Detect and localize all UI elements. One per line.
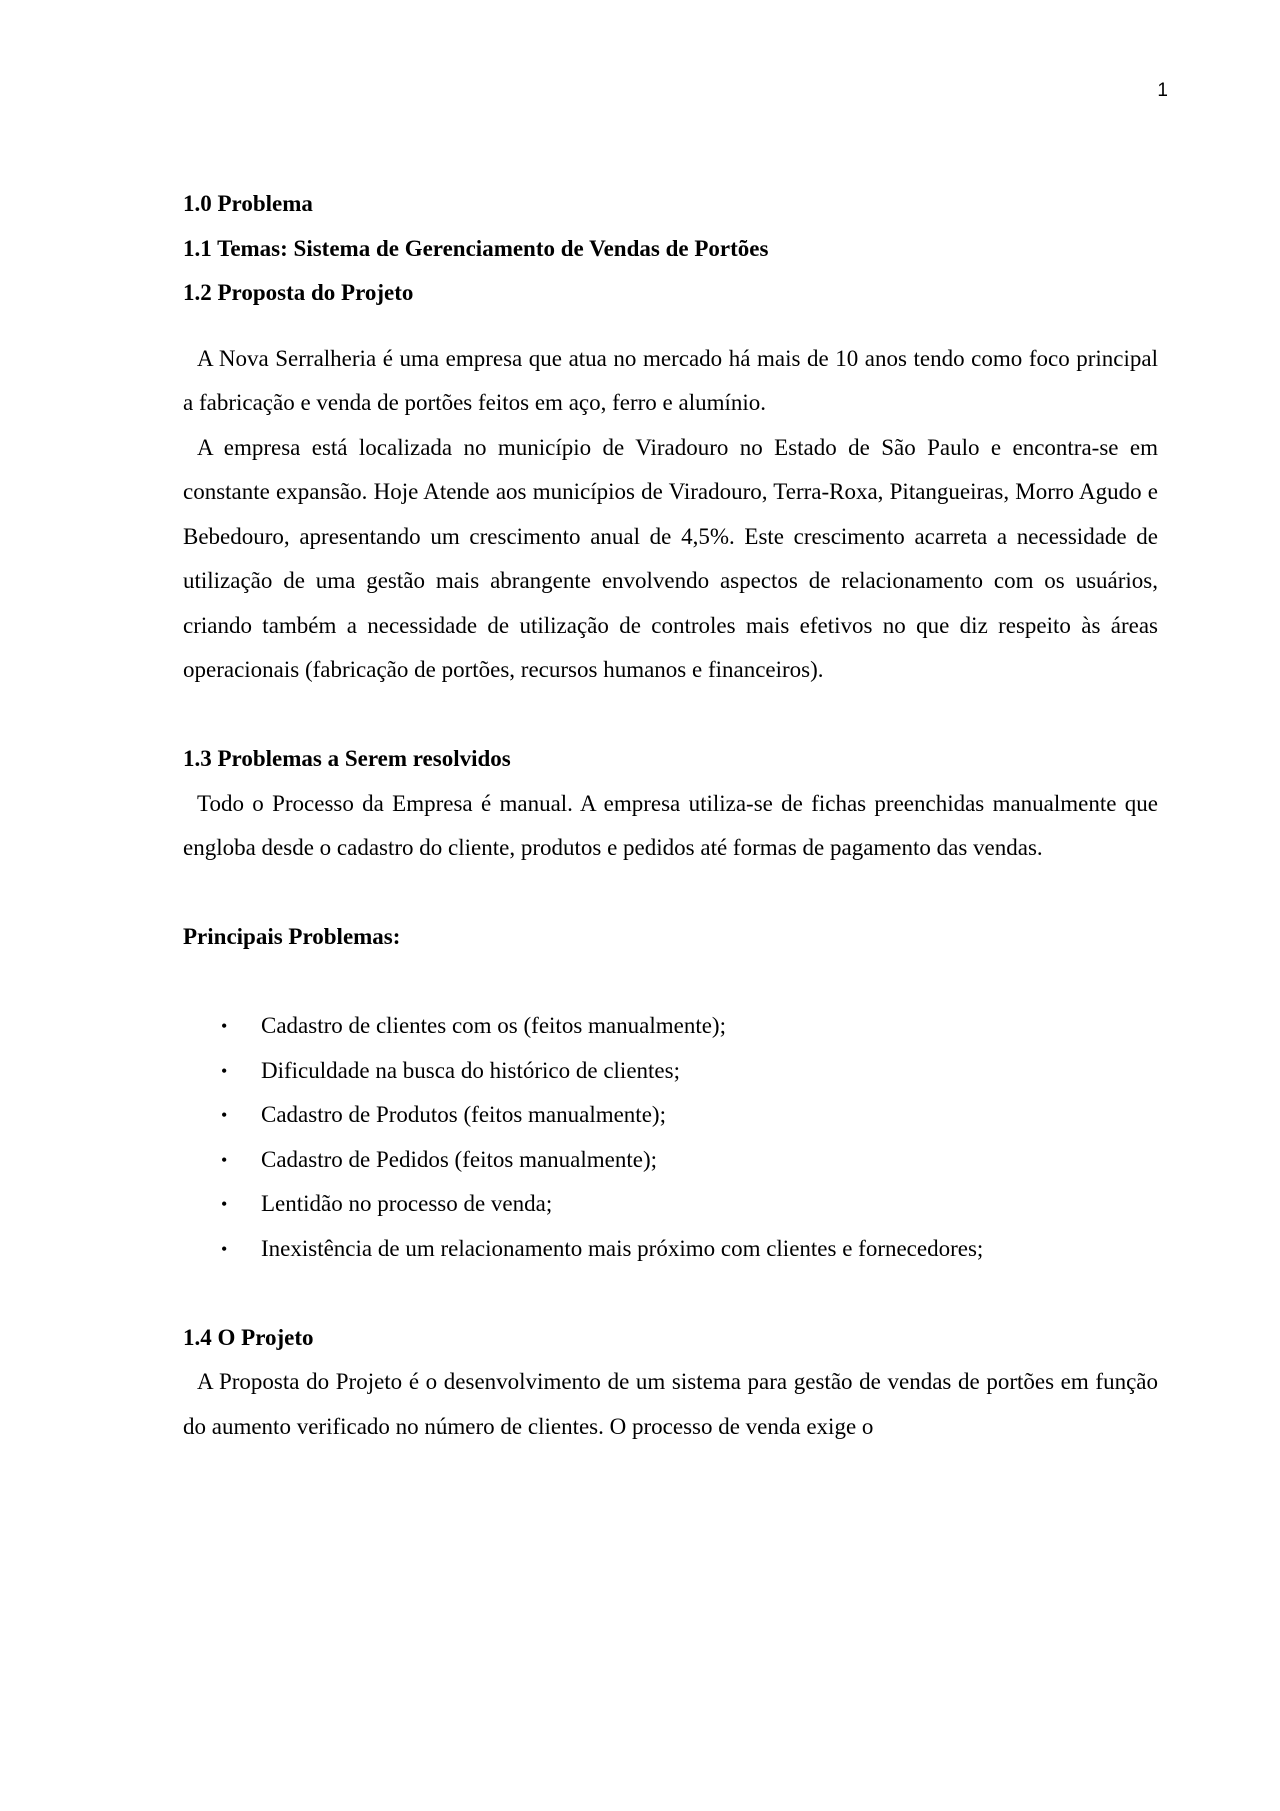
spacer xyxy=(183,693,1158,738)
bullet-icon: • xyxy=(221,1060,228,1081)
bullet-icon: • xyxy=(221,1194,228,1214)
list-item xyxy=(183,1093,1158,1138)
spacer xyxy=(183,316,1158,337)
list-item-text: Cadastro de Pedidos (feitos manualmente); xyxy=(261,1146,658,1172)
bullet-icon: • xyxy=(221,1105,228,1125)
list-item-text: Lentidão no processo de venda; xyxy=(261,1191,553,1216)
paragraph-intro: A Nova Serralheria é uma empresa que atua no mercado há mais de 10 anos tendo como foco principal a fabricação e venda de portões feitos em aço, ferro e alumínio. xyxy=(183,345,1158,415)
bullet-icon: • xyxy=(221,1238,228,1259)
list-item-text: Cadastro de Produtos (feitos manualmente); xyxy=(261,1102,666,1127)
paragraph-processo: Todo o Processo da Empresa é manual. A empresa utiliza-se de fichas preenchidas manualmente que engloba desde o cadastro do cliente, produtos e pedidos até formas de pagamento das vendas. xyxy=(183,790,1158,860)
heading-proposta: 1.2 Proposta do Projeto xyxy=(183,280,414,305)
spacer xyxy=(183,871,1158,916)
list-item-text: Dificuldade na busca do histórico de clientes; xyxy=(261,1057,680,1083)
spacer xyxy=(183,960,1158,1005)
list-item xyxy=(183,1227,1158,1272)
bullet-icon: • xyxy=(221,1149,228,1170)
heading-problemas-resolver: 1.3 Problemas a Serem resolvidos xyxy=(183,746,511,771)
list-item xyxy=(183,1138,1158,1183)
paragraph-projeto: A Proposta do Projeto é o desenvolvimento de um sistema para gestão de vendas de portões em função do aumento verificado no número de clientes. O processo de venda exige o xyxy=(183,1369,1158,1439)
spacer xyxy=(183,1271,1158,1316)
heading-o-projeto: 1.4 O Projeto xyxy=(183,1324,314,1350)
heading-temas: 1.1 Temas: Sistema de Gerenciamento de Vendas de Portões xyxy=(183,235,769,261)
heading-problema: 1.0 Problema xyxy=(183,191,313,216)
list-item xyxy=(183,1182,1158,1227)
paragraph-company: A empresa está localizada no município de Viradouro no Estado de São Paulo e encontra-se em constante expansão. Hoje Atende aos municípios de Viradouro, Terra-Roxa, Pitangueiras, Morro Agudo e Bebedouro, apresentando um crescimento anual de 4,5%. Este crescimento acarreta a necessidade de utilização de uma gestão mais abrangente envolvendo aspectos de relacionamento com os usuários, criando também a necessidade de utilização de controles mais efetivos no que diz respeito às áreas operacionais (fabricação de portões, recursos humanos e financeiros). xyxy=(183,434,1158,682)
heading-principais-problemas: Principais Problemas: xyxy=(183,924,401,949)
bullet-icon: • xyxy=(221,1016,228,1036)
document-body xyxy=(183,182,1158,1449)
list-item xyxy=(183,1049,1158,1094)
problems-list xyxy=(183,1004,1158,1271)
list-item-text: Inexistência de um relacionamento mais próximo com clientes e fornecedores; xyxy=(261,1235,984,1261)
list-item-text: Cadastro de clientes com os (feitos manualmente); xyxy=(261,1013,726,1038)
page-number: 1 xyxy=(1157,80,1168,101)
list-item xyxy=(183,1004,1158,1049)
